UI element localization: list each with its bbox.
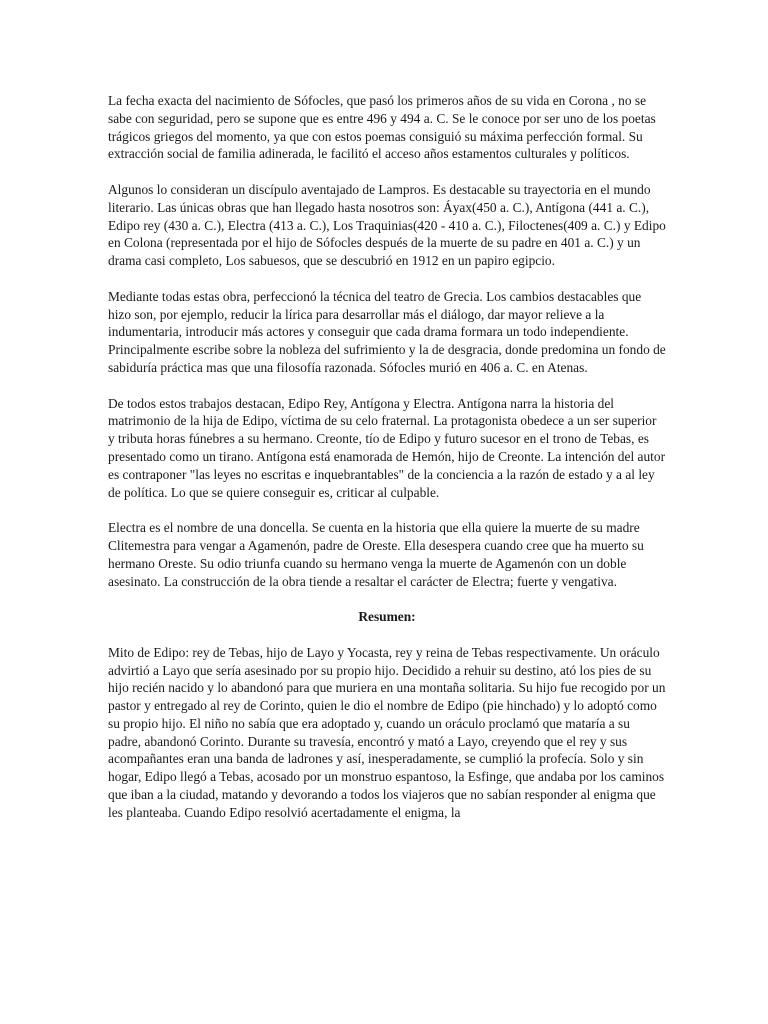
- paragraph-electra: Electra es el nombre de una doncella. Se cuenta en la historia que ella quiere la muerte de su madre Clitemestra para vengar a Agamenón, padre de Oreste. Ella desespera cuando cree que ha muerto su hermano Oreste. Su odio triunfa cuando su hermano venga la muerte de Agamenón con un doble asesinato. La construcción de la obra tiende a resaltar el carácter de Electra; fuerte y vengativa.: [108, 520, 644, 589]
- paragraph-technique: Mediante todas estas obra, perfeccionó la técnica del teatro de Grecia. Los cambios destacables que hizo son, por ejemplo, reducir la lírica para desarrollar más el diálogo, dar mayor relieve a la indumentaria, introducir más actores y conseguir que cada drama formara un todo independiente. Principalmente escribe sobre la nobleza del sufrimiento y la de desgracia, donde predomina un fondo de sabiduría práctica mas que una filosofía razonada. Sófocles murió en 406 a. C. en Atenas.: [108, 288, 666, 375]
- paragraph-mito-edipo: Mito de Edipo: rey de Tebas, hijo de Layo y Yocasta, rey y reina de Tebas respectivamente. Un oráculo advirtió a Layo que sería asesinado por su propio hijo. Decidido a rehuir su destino, ató los pies de su hijo recién nacido y lo abandonó para que muriera en una montaña solitaria. Su hijo fue recogido por un pastor y entregado al rey de Corinto, quien le dio el nombre de Edipo (pie hinchado) y lo adoptó como su propio hijo. El niño no sabía que era adoptado y, cuando un oráculo proclamó que mataría a su padre, abandonó Corinto. Durante su travesía, encontró y mató a Layo, creyendo que el rey y sus acompañantes eran una banda de ladrones y así, inesperadamente, se cumplió la profecía. Solo y sin hogar, Edipo llegó a Tebas, acosado por un monstruo espantoso, la Esfinge, que andaba por los caminos que iban a la ciudad, matando y devorando a todos los viajeros que no sabían responder al enigma que les planteaba. Cuando Edipo resolvió acertadamente el enigma, la: [108, 644, 666, 820]
- section-heading-resumen: Resumen:: [358, 609, 416, 625]
- document-page: [108, 92, 666, 839]
- paragraph-birth: La fecha exacta del nacimiento de Sófocles, que pasó los primeros años de su vida en Corona , no se sabe con seguridad, pero se supone que es entre 496 y 494 a. C. Se le conoce por ser uno de los poetas trágicos griegos del momento, ya que con estos poemas consiguió su máxima perfección formal. Su extracción social de familia adinerada, le facilitó el acceso años estamentos culturales y políticos.: [108, 93, 656, 162]
- paragraph-antigona: De todos estos trabajos destacan, Edipo Rey, Antígona y Electra. Antígona narra la historia del matrimonio de la hija de Edipo, víctima de su celo fraternal. La protagonista obedece a un ser superior y tributa horas fúnebres a su hermano. Creonte, tío de Edipo y futuro sucesor en el trono de Tebas, es presentado como un tirano. Antígona está enamorada de Hemón, hijo de Creonte. La intención del autor es contraponer "las leyes no escritas e inquebrantables" de la conciencia a la razón de estado y a al ley de política. Lo que se quiere conseguir es, criticar al culpable.: [108, 395, 666, 500]
- paragraph-works: Algunos lo consideran un discípulo aventajado de Lampros. Es destacable su trayectoria en el mundo literario. Las únicas obras que han llegado hasta nosotros son: Áyax(450 a. C.), Antígona (441 a. C.), Edipo rey (430 a. C.), Electra (413 a. C.), Los Traquinias(420 - 410 a. C.), Filoctenes(409 a. C.) y Edipo en Colona (representada por el hijo de Sófocles después de la muerte de su padre en 401 a. C.) y un drama casi completo, Los sabuesos, que se descubrió en 1912 en un papiro egipcio.: [108, 181, 666, 269]
